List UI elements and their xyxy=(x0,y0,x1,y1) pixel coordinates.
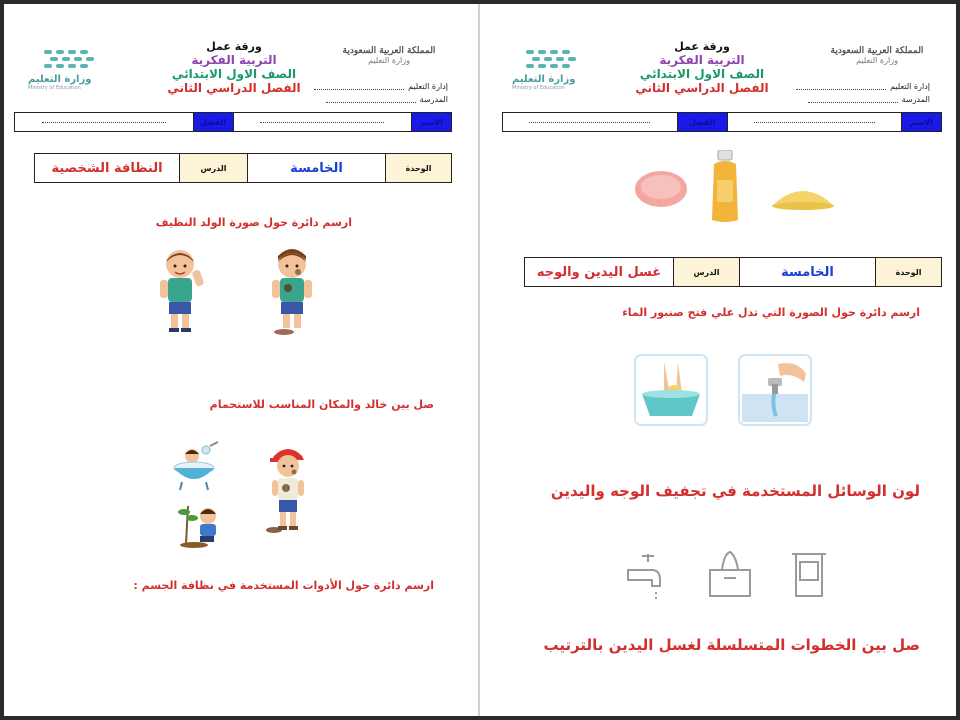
unit-value: الخامسة xyxy=(739,258,875,286)
worksheet-title: ورقة عمل xyxy=(674,40,730,53)
edu-admin-label: إدارة التعليم xyxy=(408,82,448,91)
instruction-1: ارسم دائرة حول صورة الولد النظيف xyxy=(155,216,352,229)
basin-washing-image[interactable] xyxy=(634,354,708,426)
kingdom-subtitle: وزارة التعليم xyxy=(856,56,898,65)
worksheet-title: ورقة عمل xyxy=(206,40,262,53)
shampoo-bottle-image[interactable] xyxy=(708,150,742,224)
faucet-icon[interactable] xyxy=(622,550,666,608)
student-info-table xyxy=(502,112,942,132)
instruction-3: ارسم دائرة حول الأدوات المستخدمة في نظافة الجسم : xyxy=(133,579,434,592)
class-field[interactable] xyxy=(15,113,193,131)
subject-title: التربية الفكرية xyxy=(659,53,745,67)
bathtub-image[interactable] xyxy=(170,440,222,494)
worksheet-page-left xyxy=(4,4,478,716)
ministry-logo-icon xyxy=(40,48,100,74)
ministry-logo xyxy=(26,48,106,91)
instruction-2: صل بين خالد والمكان المناسب للاستحمام xyxy=(209,398,434,411)
clean-boy-image[interactable] xyxy=(150,248,210,338)
edu-admin-row xyxy=(314,82,448,91)
class-label: الفصل xyxy=(688,117,716,127)
class-label-cell xyxy=(193,113,233,131)
soap-image[interactable] xyxy=(632,168,690,210)
term-title: الفصل الدراسي الثاني xyxy=(167,81,301,95)
ministry-name-en: Ministry of Education xyxy=(512,85,565,91)
class-field[interactable] xyxy=(503,113,677,131)
term-title: الفصل الدراسي الثاني xyxy=(635,81,769,95)
unit-key: الوحدة xyxy=(385,154,451,182)
lesson-key: الدرس xyxy=(673,258,739,286)
ministry-logo-right xyxy=(512,48,592,91)
name-field[interactable] xyxy=(727,113,902,131)
dirty-boy-image[interactable] xyxy=(262,248,322,338)
unit-key: الوحدة xyxy=(875,258,941,286)
towel-icon[interactable] xyxy=(788,550,830,600)
header-titles xyxy=(134,40,334,95)
lesson-value: غسل اليدين والوجه xyxy=(536,264,662,280)
lesson-value: النظافة الشخصية xyxy=(51,160,163,176)
ministry-logo-icon xyxy=(522,48,582,74)
ministry-name-en: Ministry of Education xyxy=(28,85,81,91)
class-label-cell xyxy=(677,113,727,131)
kingdom-subtitle: وزارة التعليم xyxy=(368,56,410,65)
unit-value: الخامسة xyxy=(247,154,385,182)
khalid-image xyxy=(264,444,312,536)
edu-admin-label: إدارة التعليم xyxy=(890,82,930,91)
instruction-1: ارسم دائرة حول الصورة التي تدل علي فتح صنبور الماء xyxy=(622,306,920,319)
page-divider xyxy=(478,4,480,716)
open-faucet-image[interactable] xyxy=(738,354,812,426)
class-label: الفصل xyxy=(199,117,227,127)
name-label: الاسم xyxy=(420,117,443,127)
ministry-name-ar: وزارة التعليم xyxy=(512,74,576,85)
kingdom-name: المملكة العربية السعودية xyxy=(830,46,924,56)
tissue-box-icon[interactable] xyxy=(706,548,754,600)
school-label: المدرسة xyxy=(901,95,930,104)
kingdom-name: المملكة العربية السعودية xyxy=(342,46,436,56)
unit-lesson-table xyxy=(34,153,452,183)
worksheet-page-right xyxy=(482,4,956,716)
edu-admin-row xyxy=(796,82,930,91)
school-field[interactable] xyxy=(808,96,898,103)
subject-title: التربية الفكرية xyxy=(191,53,277,67)
school-label: المدرسة xyxy=(419,95,448,104)
kingdom-emblem xyxy=(334,46,444,65)
student-info-table xyxy=(14,112,452,132)
unit-lesson-table xyxy=(524,257,942,287)
grade-title: الصف الاول الابتدائي xyxy=(639,67,765,81)
ministry-name-ar: وزارة التعليم xyxy=(28,74,92,85)
name-label-cell xyxy=(411,113,451,131)
grade-title: الصف الاول الابتدائي xyxy=(171,67,297,81)
instruction-3: صل بين الخطوات المتسلسلة لغسل اليدين بالترتيب xyxy=(543,636,920,654)
lesson-key: الدرس xyxy=(179,154,247,182)
powder-pile-image[interactable] xyxy=(768,178,838,212)
name-label-cell xyxy=(901,113,941,131)
name-label: الاسم xyxy=(910,117,933,127)
edu-admin-field[interactable] xyxy=(796,83,886,90)
school-row xyxy=(808,95,930,104)
name-field[interactable] xyxy=(233,113,412,131)
school-field[interactable] xyxy=(326,96,416,103)
planting-boy-image[interactable] xyxy=(174,500,224,548)
instruction-2: لون الوسائل المستخدمة في تجفيف الوجه واليدين xyxy=(550,482,920,500)
kingdom-emblem xyxy=(822,46,932,65)
header-titles xyxy=(602,40,802,95)
school-row xyxy=(326,95,448,104)
edu-admin-field[interactable] xyxy=(314,83,404,90)
